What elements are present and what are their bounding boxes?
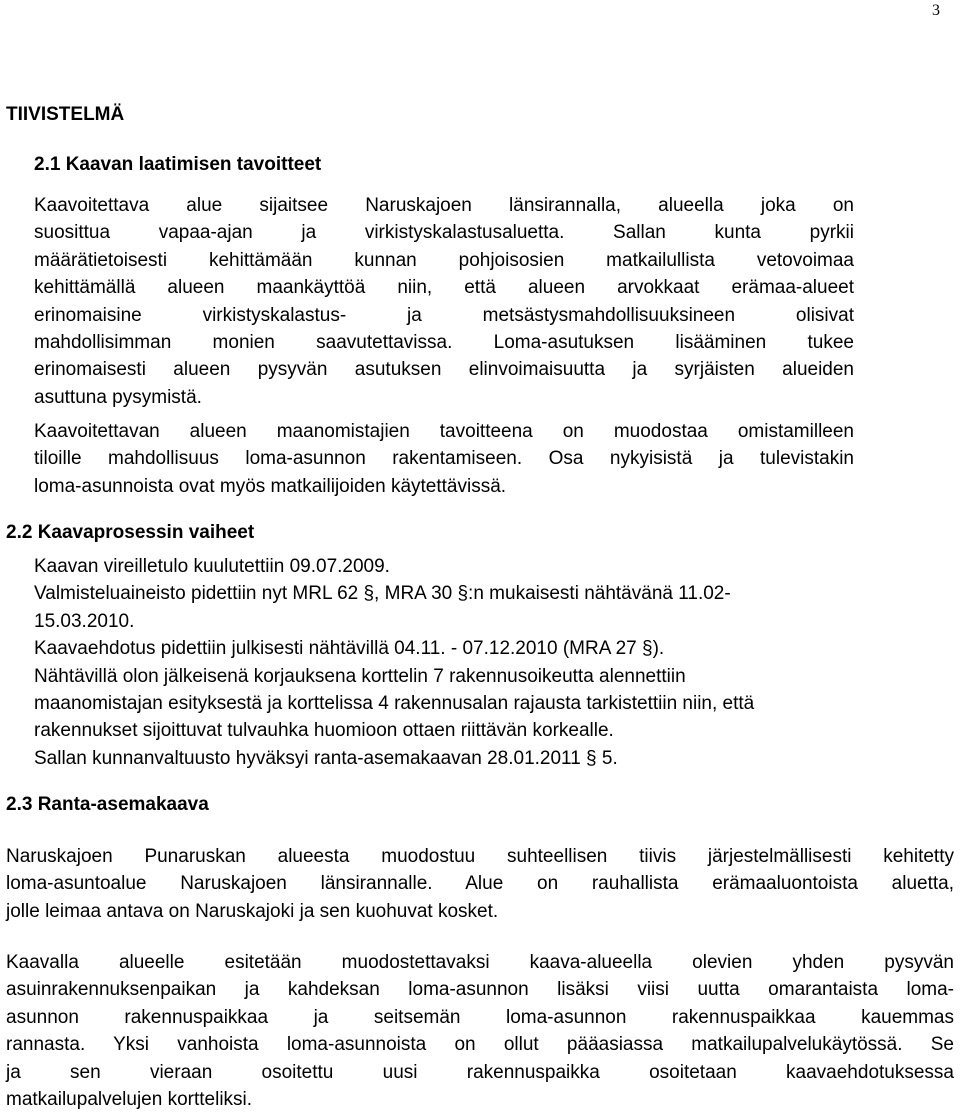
text-line: erinomaisesti alueen pysyvän asutuksen elinvoimaisuutta ja syrjäisten alueiden <box>34 359 854 381</box>
text-line: loma-asuntoalue Naruskajoen länsirannalle. Alue on rauhallista erämaaluontoista aluetta, <box>6 873 954 895</box>
text-line: Kaavalla alueelle esitetään muodostettavaksi kaava-alueella olevien yhden pysyvän <box>6 952 954 973</box>
text-line: ja sen vieraan osoitettu uusi rakennuspaikka osoitetaan kaavaehdotuksessa <box>6 1061 954 1083</box>
text-line: Kaavoitettavan alueen maanomistajien tavoitteena on muodostaa omistamilleen <box>34 421 854 442</box>
text-line: jolle leimaa antava on Naruskajoki ja sen kuohuvat kosket. <box>6 900 499 922</box>
section-2-3-paragraph-1 <box>6 843 954 925</box>
section-2-3-heading: 2.3 Ranta-asemakaava <box>6 794 209 815</box>
section-2-1-paragraph-1 <box>34 192 854 411</box>
text-line: loma-asunnoista ovat myös matkailijoiden käytettävissä. <box>34 475 507 497</box>
text-line: rannasta. Yksi vanhoista loma-asunnoista on ollut pääasiassa matkailupalvelukäytössä. Se <box>6 1034 954 1056</box>
section-2-2-timeline <box>34 553 914 772</box>
section-2-1-paragraph-2 <box>34 418 854 500</box>
page-number: 3 <box>932 2 940 19</box>
text-line: rakennukset sijoittuvat tulvauhka huomioon ottaen riittävän korkealle. <box>34 720 614 742</box>
text-line: kehittämällä alueen maankäyttöä niin, että alueen arvokkaat erämaa-alueet <box>34 277 854 299</box>
text-line: maanomistajan esityksestä ja korttelissa 4 rakennusalan rajausta tarkistettiin niin, että <box>34 693 755 715</box>
text-line: 15.03.2010. <box>34 610 135 632</box>
section-2-2-heading: 2.2 Kaavaprosessin vaiheet <box>6 522 255 543</box>
text-line: Valmisteluaineisto pidettiin nyt MRL 62 §, MRA 30 §:n mukaisesti nähtävänä 11.02- <box>34 583 731 605</box>
text-line: Kaavan vireilletulo kuulutettiin 09.07.2009. <box>34 556 390 577</box>
text-line: asuttuna pysymistä. <box>34 386 202 408</box>
text-line: suosittua vapaa-ajan ja virkistyskalastusaluetta. Sallan kunta pyrkii <box>34 222 854 244</box>
text-line: Kaavaehdotus pidettiin julkisesti nähtävillä 04.11. - 07.12.2010 (MRA 27 §). <box>34 638 665 660</box>
text-line: matkailupalvelujen kortteliksi. <box>6 1089 253 1111</box>
text-line: määrätietoisesti kehittämään kunnan pohjoisosien matkailullista vetovoimaa <box>34 249 854 271</box>
document-title: TIIVISTELMÄ <box>6 104 125 125</box>
text-line: tiloille mahdollisuus loma-asunnon rakentamiseen. Osa nykyisistä ja tulevistakin <box>34 448 854 470</box>
text-line: Sallan kunnanvaltuusto hyväksyi ranta-asemakaavan 28.01.2011 § 5. <box>34 747 618 769</box>
text-line: mahdollisimman monien saavutettavissa. Loma-asutuksen lisääminen tukee <box>34 332 854 354</box>
text-line: Kaavoitettava alue sijaitsee Naruskajoen länsirannalla, alueella joka on <box>34 195 854 216</box>
text-line: erinomaisine virkistyskalastus- ja metsästysmahdollisuuksineen olisivat <box>34 304 854 326</box>
text-line: Naruskajoen Punaruskan alueesta muodostuu suhteellisen tiivis järjestelmällisesti kehitetty <box>6 846 954 867</box>
section-2-3-paragraph-2 <box>6 949 954 1113</box>
text-line: asunnon rakennuspaikkaa ja seitsemän loma-asunnon rakennuspaikkaa kauemmas <box>6 1006 954 1028</box>
text-line: Nähtävillä olon jälkeisenä korjauksena korttelin 7 rakennusoikeutta alennettiin <box>34 665 686 687</box>
section-2-1-heading: 2.1 Kaavan laatimisen tavoitteet <box>34 154 322 175</box>
text-line: asuinrakennuksenpaikan ja kahdeksan loma-asunnon lisäksi viisi uutta omarantaista loma- <box>6 979 954 1001</box>
